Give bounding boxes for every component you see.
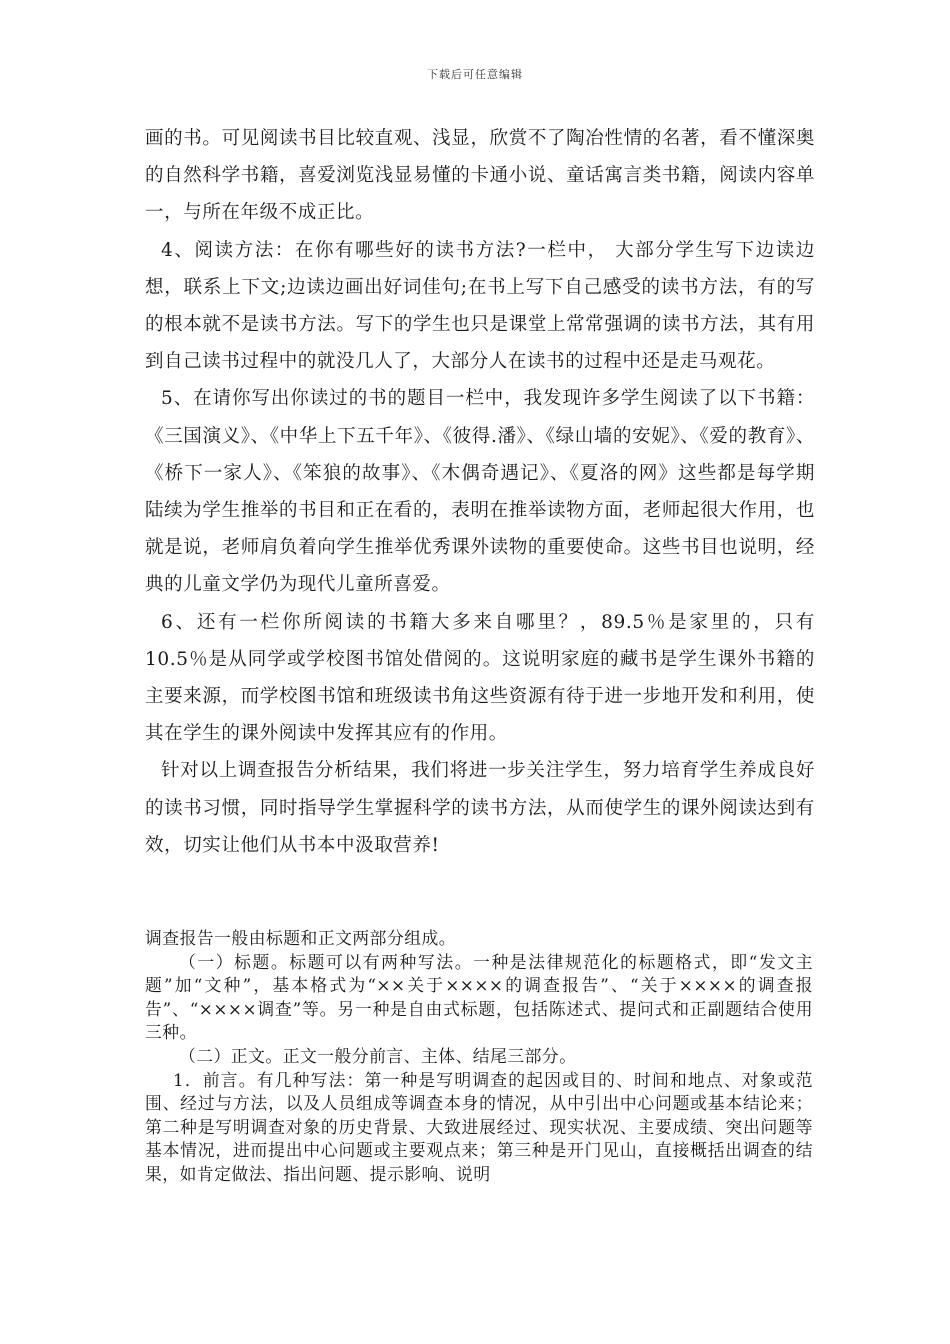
paragraph-reading-method: 4、阅读方法：在你有哪些好的读书方法?一栏中， 大部分学生写下边读边想，联系上下文;边读边画出好词佳句;在书上写下自己感受的读书方法，有的写的根本就不是读书方法。写下的学生也只是课堂上常常强调的读书方法，其有用到自己读书过程中的就没几人了，大部分人在读书的过程中还是走马观花。 bbox=[145, 239, 815, 373]
paragraph-body-format: （二）正文。正文一般分前言、主体、结尾三部分。 bbox=[179, 1045, 577, 1066]
paragraph-report-structure: 调查报告一般由标题和正文两部分组成。 bbox=[145, 928, 457, 948]
paragraph-books-read: 5、在请你写出你读过的书的题目一栏中，我发现许多学生阅读了以下书籍：《三国演义》、《中华上下五千年》、《彼得.潘》、《绿山墙的安妮》、《爱的教育》、《桥下一家人》、《笨狼的故事》、《木偶奇遇记》、《夏洛的网》这些都是每学期陆续为学生推举的书目和正在看的，表明在推举读物方面，老师起很大作用，也就是说，老师肩负着向学生推举优秀课外读物的重要使命。这些书目也说明，经典的儿童文学仍为现代儿童所喜爱。 bbox=[145, 388, 815, 596]
paragraph-book-sources: 6、还有一栏你所阅读的书籍大多来自哪里？，89.5％是家里的，只有 10.5％是从同学或学校图书馆处借阅的。这说明家庭的藏书是学生课外书籍的主要来源，而学校图书馆和班级读书角这些资源有待于进一步地开发和利用，使其在学生的课外阅读中发挥其应有的作用。 bbox=[145, 611, 815, 745]
report-format-section bbox=[145, 927, 813, 1187]
page-header: 下载后可任意编辑 bbox=[427, 68, 523, 81]
paragraph-preface-format: 1．前言。有几种写法：第一种是写明调查的起因或目的、时间和地点、对象或范围、经过与方法，以及人员组成等调查本身的情况，从中引出中心问题或基本结论来；第二种是写明调查对象的历史背景、大致进展经过、现实状况、主要成绩、突出问题等基本情况，进而提出中心问题或主要观点来；第三种是开门见山，直接概括出调查的结果，如肯定做法、指出问题、提示影响、说明 bbox=[145, 1069, 813, 1184]
survey-analysis-section bbox=[145, 120, 815, 864]
paragraph-conclusion: 针对以上调查报告分析结果，我们将进一步关注学生，努力培育学生养成良好的读书习惯，同时指导学生掌握科学的读书方法，从而使学生的课外阅读达到有效，切实让他们从书本中汲取营养! bbox=[145, 760, 815, 856]
paragraph-title-format: （一）标题。标题可以有两种写法。一种是法律规范化的标题格式，即“发文主题”加“文种”，基本格式为“××关于××××的调查报告”、“关于××××的调查报告”、“××××调查”等。另一种是自由式标题，包括陈述式、提问式和正副题结合使用三种。 bbox=[145, 951, 813, 1043]
paragraph-reading-content: 画的书。可见阅读书目比较直观、浅显，欣赏不了陶冶性情的名著，看不懂深奥的自然科学书籍，喜爱浏览浅显易懂的卡通小说、童话寓言类书籍，阅读内容单一，与所在年级不成正比。 bbox=[145, 128, 815, 224]
